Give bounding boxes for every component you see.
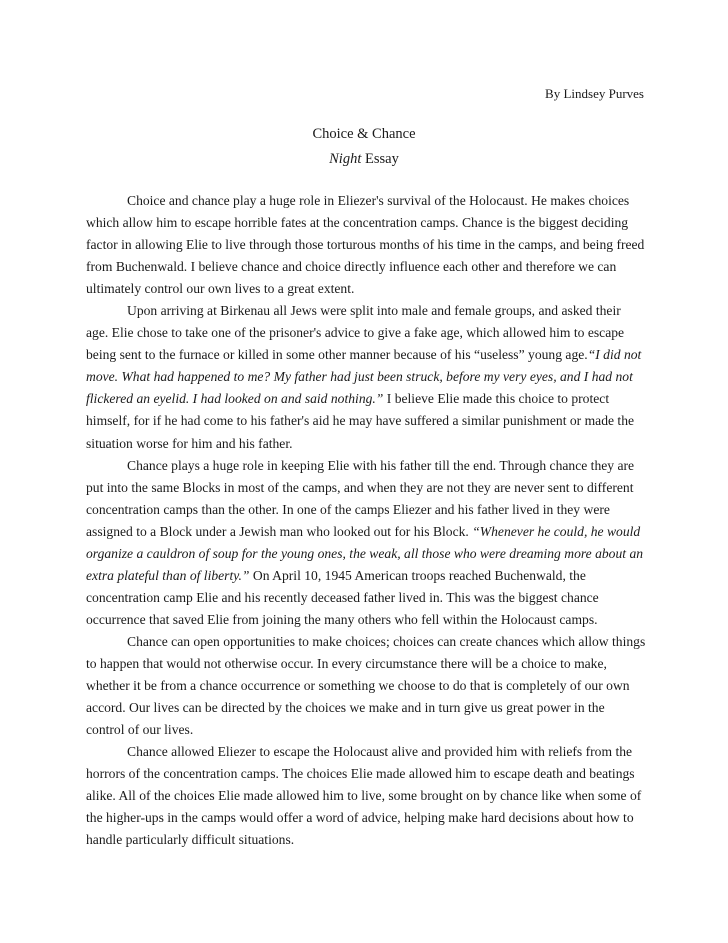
subtitle-book-name: Night — [329, 151, 362, 167]
paragraph-text: Chance can open opportunities to make choices; choices can create chances which allow things to happen that would not otherwise occur. In every circumstance there will be a choice to make, whether it be from a chance occurrence or something we choose to do that is completely of our own accord. Our lives can be directed by the choices we make and in turn give us great power in the control of our lives. — [86, 633, 646, 738]
paragraph-text: I believe Elie made this choice to protect himself, for if he had come to his father's aid he may have suffered a similar punishment or made the situation worse for him and his father. — [86, 391, 635, 451]
paragraph-1 — [86, 190, 646, 300]
quotation: “Whenever he could, he would organize a cauldron of soup for the young ones, the weak, all those who were dreaming more about an extra plateful than of liberty.” — [86, 523, 644, 583]
subtitle-word: Essay — [361, 151, 399, 167]
quotation: “I did not move. What had happened to me? My father had just been struck, before my very eyes, and I had not flickered an eyelid. I had looked on and said nothing.” — [86, 347, 642, 407]
paragraph-text: Chance plays a huge role in keeping Elie with his father till the end. Through chance they are put into the same Blocks in most of the camps, and when they are not they are never sent to different concentration camps than the other. In one of the camps Eliezer and his father lived in they were assigned to a Block under a Jewish man who looked out for his Block. — [86, 457, 635, 539]
paragraph-3 — [86, 455, 646, 631]
essay-subtitle — [0, 151, 728, 168]
paragraph-text: Upon arriving at Birkenau all Jews were split into male and female groups, and asked their age. Elie chose to take one of the prisoner's advice to give a fake age, which allowed him to escape being sent to the furnace or killed in some other manner because of his “useless” young age. — [86, 303, 625, 363]
essay-title: Choice & Chance — [312, 126, 416, 142]
paragraph-text: Choice and chance play a huge role in Eliezer's survival of the Holocaust. He makes choices which allow him to escape horrible fates at the concentration camps. Chance is the biggest deciding factor in allowing Elie to live through those torturous months of his time in the camps, and being freed from Buchenwald. I believe chance and choice directly influence each other and therefore we can ultimately control our own lives to a great extent. — [86, 193, 645, 297]
paragraph-text: Chance allowed Eliezer to escape the Holocaust alive and provided him with reliefs from the horrors of the concentration camps. The choices Elie made allowed him to escape death and beatings alike. All of the choices Elie made allowed him to live, some brought on by chance like when some of the higher-ups in the camps would offer a word of advice, helping make hard decisions about how to handle particularly difficult situations. — [86, 744, 642, 848]
essay-body — [86, 190, 646, 851]
paragraph-2 — [86, 300, 646, 454]
paragraph-text: On April 10, 1945 American troops reached Buchenwald, the concentration camp Elie and his recently deceased father lived in. This was the biggest chance occurrence that saved Elie from joining the many others who fell within the Holocaust camps. — [86, 567, 599, 627]
byline: By Lindsey Purves — [545, 86, 644, 101]
paragraph-5 — [86, 741, 646, 851]
paragraph-4 — [86, 631, 646, 741]
